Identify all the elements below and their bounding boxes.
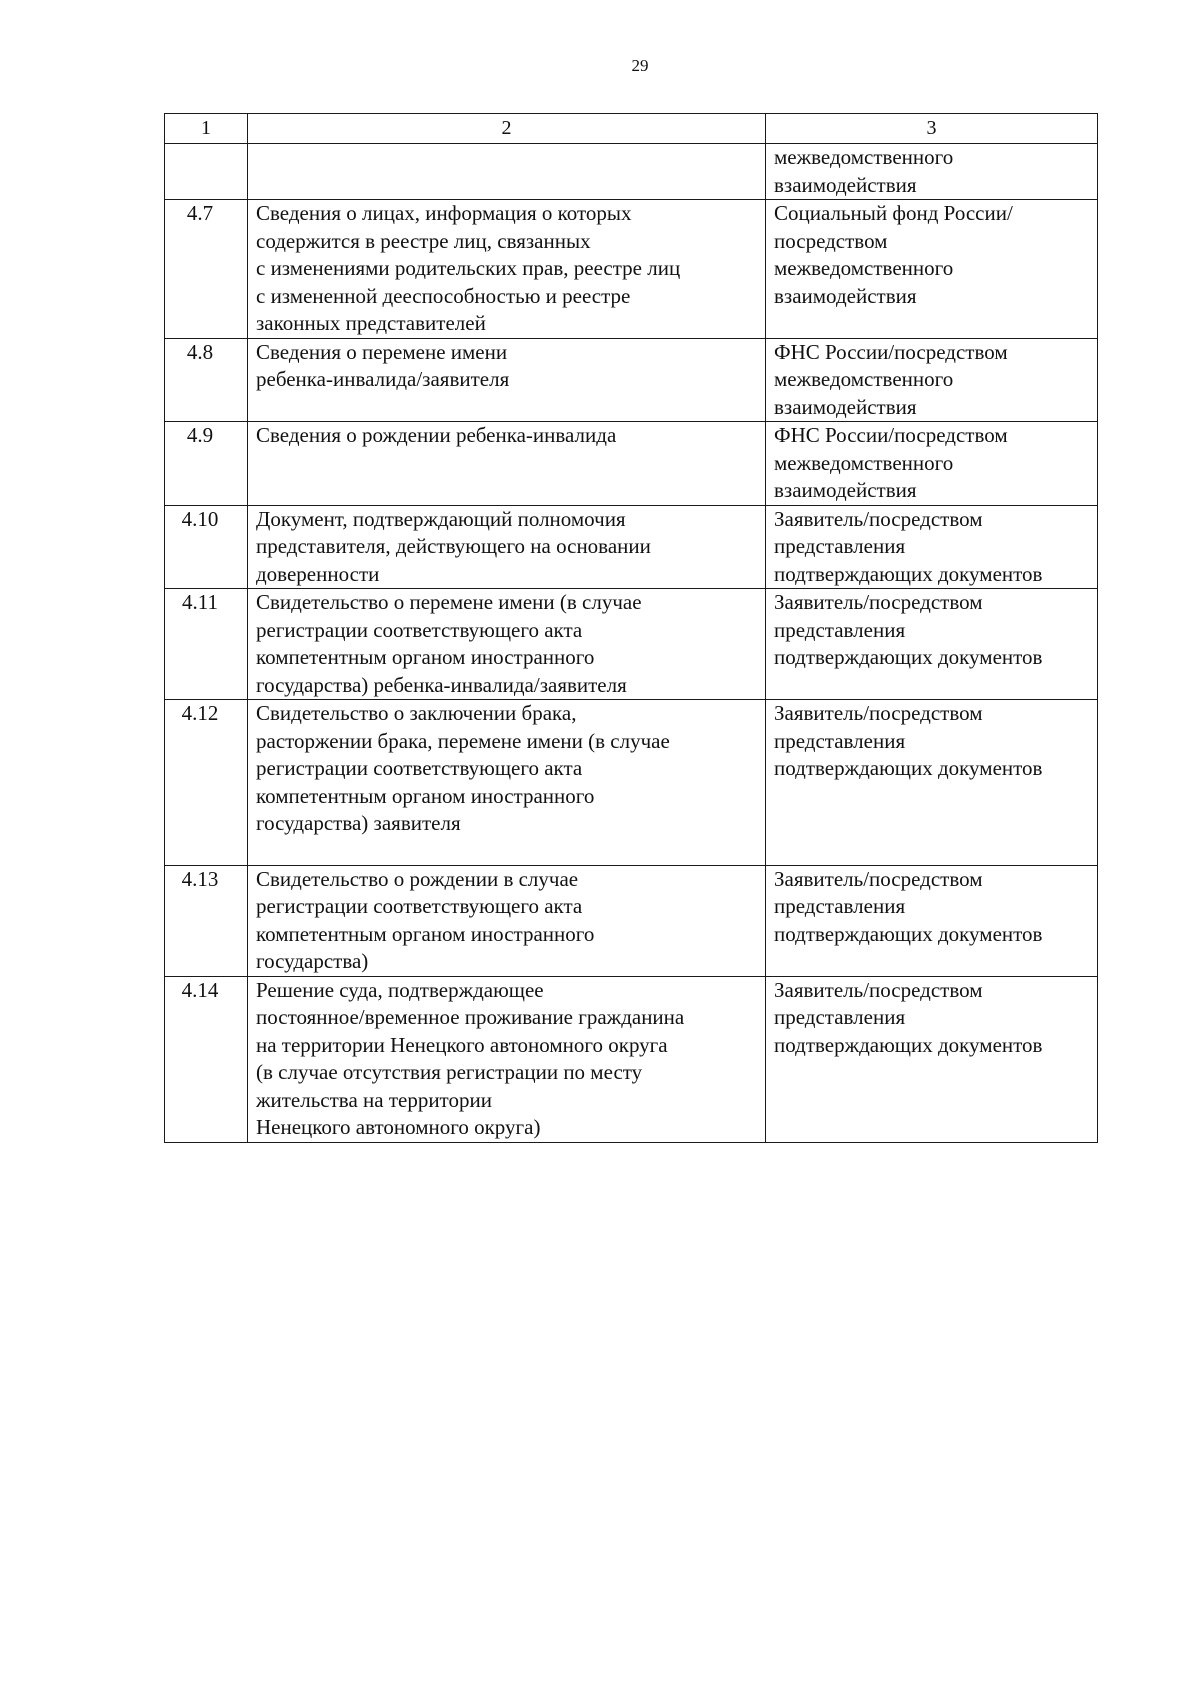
- description-line: государства): [256, 949, 369, 973]
- source-line: взаимодействия: [774, 478, 917, 502]
- description-line: ребенка-инвалида/заявителя: [256, 367, 510, 391]
- source-cell: [766, 700, 1098, 866]
- table-row: [165, 700, 1098, 866]
- source-line: Социальный фонд России/: [774, 201, 1013, 225]
- document-description-cell: [248, 976, 766, 1142]
- column-header-document: 2: [248, 114, 766, 144]
- row-number: [165, 144, 248, 200]
- document-description-cell: [248, 865, 766, 976]
- source-cell: [766, 144, 1098, 200]
- row-number: 4.8: [165, 338, 248, 422]
- source-line: представления: [774, 534, 906, 558]
- description-line: содержится в реестре лиц, связанных: [256, 228, 591, 253]
- source-line: Заявитель/посредством: [774, 977, 983, 1002]
- source-line: ФНС России/посредством: [774, 423, 1008, 447]
- description-line: Сведения о лицах, информация о которых: [256, 201, 632, 225]
- description-line: компетентным органом иностранного: [256, 921, 595, 946]
- description-line: Свидетельство о рождении в случае: [256, 866, 579, 891]
- description-line: представителя, действующего на основании: [256, 534, 651, 558]
- description-line: Сведения о перемене имени: [256, 339, 508, 364]
- table-row: [165, 422, 1098, 506]
- table-row: [165, 144, 1098, 200]
- row-number: 4.9: [165, 422, 248, 506]
- description-line: Сведения о рождении ребенка-инвалида: [256, 423, 617, 447]
- table-row: [165, 200, 1098, 339]
- document-description-cell: [248, 422, 766, 506]
- table-body: [165, 144, 1098, 1143]
- source-line: представления: [774, 1005, 906, 1029]
- source-line: представления: [774, 728, 906, 753]
- table-row: [165, 976, 1098, 1142]
- document-description-cell: [248, 700, 766, 866]
- description-line: постоянное/временное проживание гражданина: [256, 1005, 685, 1029]
- description-line: регистрации соответствующего акта: [256, 756, 583, 780]
- documents-table: [164, 113, 1098, 1143]
- description-line: с изменениями родительских прав, реестре лиц: [256, 256, 681, 280]
- source-line: взаимодействия: [774, 172, 917, 197]
- description-line: Ненецкого автономного округа): [256, 1115, 541, 1139]
- description-line: (в случае отсутствия регистрации по месту: [256, 1060, 643, 1084]
- source-cell: [766, 976, 1098, 1142]
- document-description-cell: [248, 144, 766, 200]
- description-line: регистрации соответствующего акта: [256, 617, 583, 642]
- description-line: Свидетельство о перемене имени (в случае: [256, 590, 642, 614]
- source-cell: [766, 338, 1098, 422]
- description-line: компетентным органом иностранного: [256, 783, 595, 808]
- source-line: Заявитель/посредством: [774, 701, 983, 725]
- row-number: 4.11: [165, 589, 248, 700]
- document-description-cell: [248, 589, 766, 700]
- source-line: межведомственного: [774, 367, 954, 391]
- description-line: Решение суда, подтверждающее: [256, 977, 544, 1002]
- source-line: подтверждающих документов: [774, 756, 1043, 780]
- table-row: [165, 338, 1098, 422]
- source-line: подтверждающих документов: [774, 645, 1043, 669]
- source-line: Заявитель/посредством: [774, 866, 983, 891]
- document-description-cell: [248, 338, 766, 422]
- row-number: 4.7: [165, 200, 248, 339]
- description-line: доверенности: [256, 561, 380, 586]
- source-line: взаимодействия: [774, 283, 917, 308]
- description-line: жительства на территории: [256, 1087, 492, 1112]
- description-line: расторжении брака, перемене имени (в случае: [256, 728, 670, 753]
- source-line: межведомственного: [774, 450, 954, 475]
- page-number: 29: [631, 56, 649, 75]
- source-line: представления: [774, 894, 906, 918]
- source-line: посредством: [774, 228, 888, 253]
- description-line: государства) заявителя: [256, 811, 461, 835]
- source-line: межведомственного: [774, 145, 954, 169]
- column-header-number: 1: [165, 114, 248, 144]
- source-line: представления: [774, 617, 906, 642]
- document-description-cell: [248, 505, 766, 589]
- table-row: [165, 589, 1098, 700]
- source-line: ФНС России/посредством: [774, 339, 1008, 364]
- row-number: 4.10: [165, 505, 248, 589]
- row-number: 4.12: [165, 700, 248, 866]
- description-line: законных представителей: [256, 311, 486, 335]
- source-cell: [766, 422, 1098, 506]
- source-cell: [766, 505, 1098, 589]
- source-line: Заявитель/посредством: [774, 590, 983, 614]
- description-line: компетентным органом иностранного: [256, 645, 595, 669]
- table-row: [165, 865, 1098, 976]
- table-row: [165, 505, 1098, 589]
- description-line: государства) ребенка-инвалида/заявителя: [256, 672, 627, 697]
- source-line: Заявитель/посредством: [774, 506, 983, 531]
- description-line: с измененной дееспособностью и реестре: [256, 283, 631, 308]
- column-header-source: 3: [766, 114, 1098, 144]
- document-description-cell: [248, 200, 766, 339]
- row-number: 4.13: [165, 865, 248, 976]
- source-cell: [766, 865, 1098, 976]
- source-line: межведомственного: [774, 256, 954, 280]
- description-line: регистрации соответствующего акта: [256, 894, 583, 918]
- source-line: взаимодействия: [774, 394, 917, 419]
- row-number: 4.14: [165, 976, 248, 1142]
- source-line: подтверждающих документов: [774, 561, 1043, 586]
- table-header-row: [165, 114, 1098, 144]
- description-line: Документ, подтверждающий полномочия: [256, 506, 626, 531]
- source-line: подтверждающих документов: [774, 1032, 1043, 1057]
- source-line: подтверждающих документов: [774, 921, 1043, 946]
- source-cell: [766, 589, 1098, 700]
- description-line: на территории Ненецкого автономного округа: [256, 1032, 668, 1057]
- source-cell: [766, 200, 1098, 339]
- description-line: Свидетельство о заключении брака,: [256, 701, 577, 725]
